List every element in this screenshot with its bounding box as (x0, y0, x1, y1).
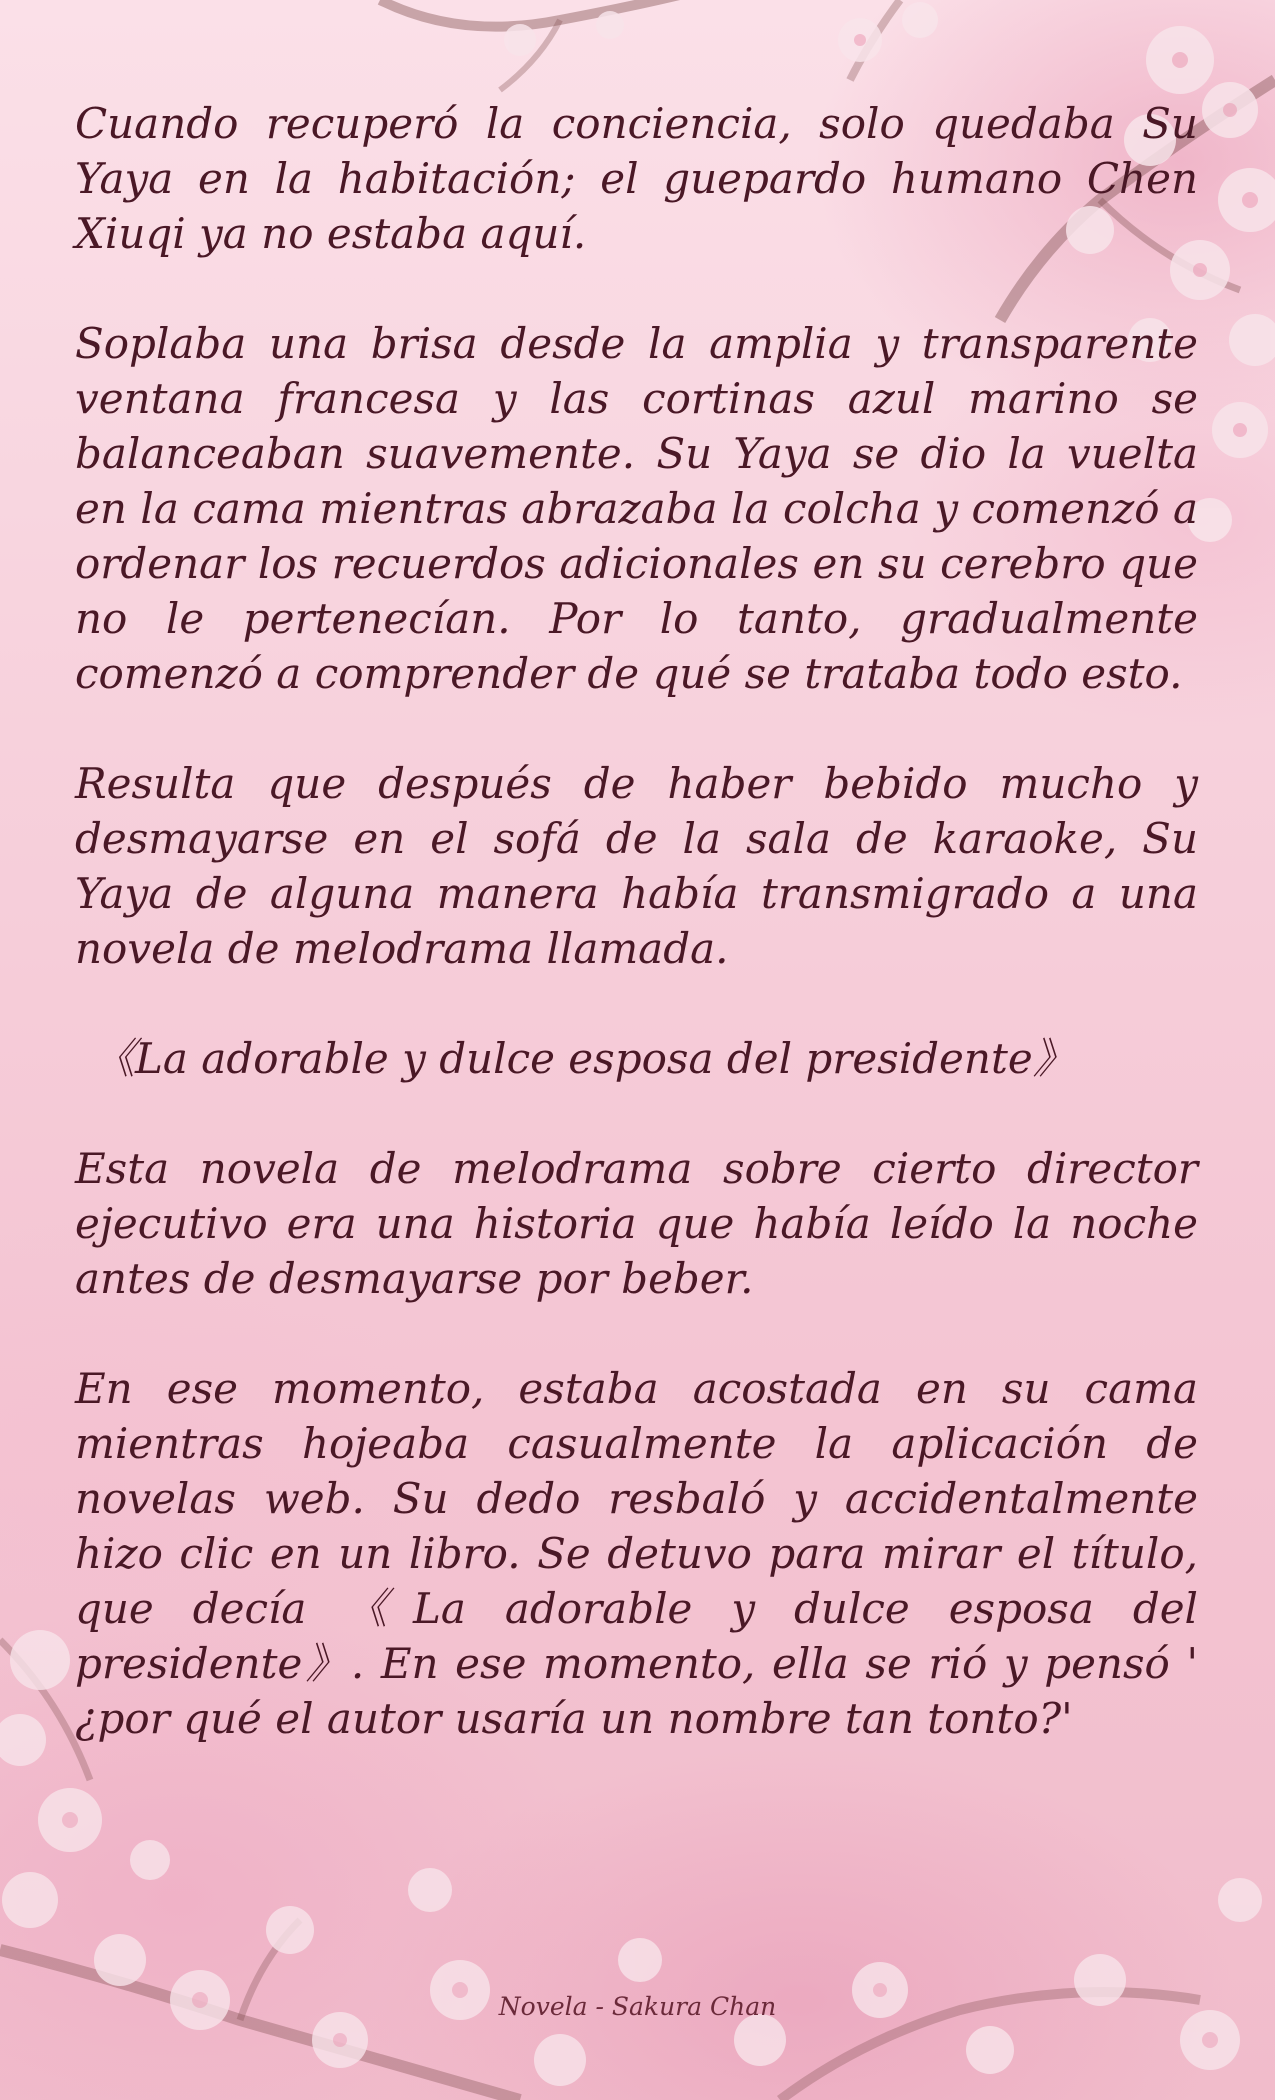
footer-credit: Novela - Sakura Chan (498, 1992, 777, 2021)
paragraph-2: Soplaba una brisa desde la amplia y transparente ventana francesa y las cortinas azul marino se balanceaban suavemente. Su Yaya se dio la vuelta en la cama mientras abrazaba la colcha y comenzó a ordenar los recuerdos adicionales en su cerebro que no le pertenecían. Por lo tanto, gradualmente comenzó a comprender de qué se trataba todo esto. (75, 319, 1198, 698)
novel-title-line: 《La adorable y dulce esposa del presidente》 (93, 1034, 1075, 1083)
story-text (75, 96, 1198, 1801)
paragraph-5: Esta novela de melodrama sobre cierto director ejecutivo era una historia que había leído la noche antes de desmayarse por beber. (75, 1144, 1198, 1303)
paragraph-1: Cuando recuperó la conciencia, solo quedaba Su Yaya en la habitación; el guepardo humano Chen Xiuqi ya no estaba aquí. (75, 99, 1198, 258)
paragraph-3: Resulta que después de haber bebido mucho y desmayarse en el sofá de la sala de karaoke, Su Yaya de alguna manera había transmigrado a una novela de melodrama llamada. (75, 759, 1198, 973)
paragraph-6: En ese momento, estaba acostada en su cama mientras hojeaba casualmente la aplicación de novelas web. Su dedo resbaló y accidentalmente hizo clic en un libro. Se detuvo para mirar el título, que decía 《La adorable y dulce esposa del presidente》. En ese momento, ella se rió y pensó ' ¿por qué el autor usaría un nombre tan tonto?' (75, 1364, 1198, 1743)
